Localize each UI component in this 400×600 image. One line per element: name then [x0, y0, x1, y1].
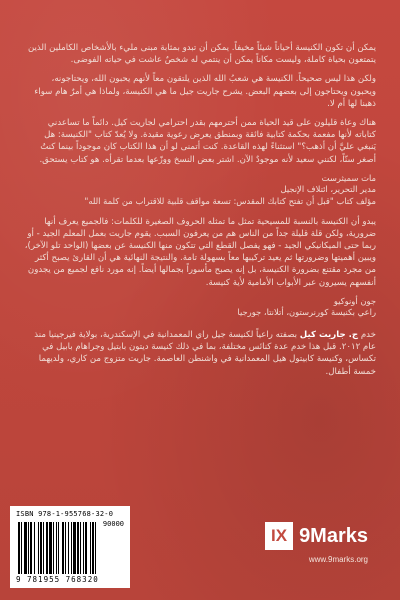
- description-paragraph-2: ولكن هذا ليس صحيحاً. الكنيسة هي شعبُ الله الذين يلتقون معاً لأنهم يحبون الله، ويحتاجونه، ويحبون ويحتاجون إلى بعضهم البعض. يشرح جاريت جيل ما هي الكنيسة، ولماذا هي أمرٌ هام سواء ذهبنا لها أم لا.: [34, 74, 376, 109]
- author-name: ج. جاريت كيل: [299, 330, 359, 341]
- publisher-url: www.9marks.org: [308, 555, 368, 564]
- isbn-label: ISBN 978-1-955768-32-0: [16, 510, 114, 518]
- endorsement-quote-1: هناك وعاة قليلون على قيد الحياة ممن أحترمهم بقدر احترامي لجاريت كيل. دائماً ما تساعدني كتاباته لأنها مفعمة بحكمة كتابية فائقة وبمنطق يعرض رعوية مقيدة. ولا يُعدّ كتاب "الكنيسة: هل يَنبغي عليَّ أن أذهب؟" استثناءً لهذه القاعدة. كنت أتمنى لو أن هذا الكتاب كان موجوداً بينما كنتُ أصغر سنّاً، لكنني سعيد لأنه موجودٌ الآن. اشتر بعض النسخ ووزّعها بعدما تقرأه. هو كتاب يستحق.: [39, 118, 376, 165]
- isbn-barcode: [10, 506, 130, 588]
- description-paragraph-1: يمكن أن تكون الكنيسة أحياناً شيئاً مخيفاً. يمكن أن تبدو بمثابة مبنى مليء بالأشخاص الكاملين الذين يتمتعون بحياة كاملة، وليست مكاناً يمكن أن ينتمي له شخصٌ عاشت في حياته الفوضى.: [27, 43, 376, 66]
- endorser-role-1: مدير التحرير، ائتلاف الإنجيل: [280, 184, 376, 195]
- back-cover-text: [24, 42, 376, 378]
- barcode-digits: 9 781955 768320: [16, 575, 99, 584]
- publisher-logo: [265, 522, 368, 550]
- author-bio: [24, 329, 376, 378]
- ix-logo-icon: IX: [265, 522, 293, 550]
- endorsement-quote-2: يبدو أن الكنيسة بالنسبة للمسيحية تمثل ما تمثله الحروف الصغيرة للكلمات: فالجميع يعرف أنها ضرورية، ولكن قلة قليلة جداً من الناس هم من يعرفون السبب. يقوم جاريت بعمل المعلم الجيد - أو ربما حتى الميكانيكي الجيد - فهو يفصل القطع التي تتكون منها الكنيسة عن بعضها (الواحد تلو الآخر)، ويبين أهميتها وضرورتها ثم يعيد تركيبها معاً بسهولة تامة. والنتيجة النهائية هي أن القارئ يصبح أكثر من مجرد مقتنع بضرورة الكنيسة، بل إنه يصبح مأسوراً بجمالها أيضاً. إنه مورد نافع لجميع من يجدون أنفسهم يسيرون عبر الأبواب الأمامية لأية كنيسة.: [24, 216, 376, 288]
- bio-prefix: خدم: [360, 330, 376, 341]
- barcode-bars: [18, 522, 122, 574]
- price-code: 90000: [102, 520, 124, 528]
- endorser-credit-1: مؤلف كتاب "قبل أن تفتح كتابك المقدس: تسعة مواقف قلبية للاقتراب من كلمة الله": [84, 196, 376, 207]
- endorser-role-2: راعي بكنيسة كورنرستون، أتلانتا، جورجيا: [237, 307, 376, 318]
- barcode-bar: [96, 522, 98, 574]
- endorser-name-1: مات سميثرست: [321, 172, 376, 183]
- endorser-name-2: جون أونوكيو: [333, 295, 376, 306]
- publisher-name: 9Marks: [299, 524, 368, 547]
- bio-text: بصفته راعياً لكنيسة جيل راي المعمدانية في الإسكندرية، بولاية فيرجينيا منذ عام ٢٠١٢. قبل هذا خدم عدة كنائس مختلفة، بما في ذلك كنيسة ديتون بابتيل وجراهام بابيل في تكساس، وكنيسة كابيتول هيل المعمدانية في واشنطن العاصمة. جاريت متزوج من كاري، ولديهما خمسة أطفال.: [34, 330, 376, 377]
